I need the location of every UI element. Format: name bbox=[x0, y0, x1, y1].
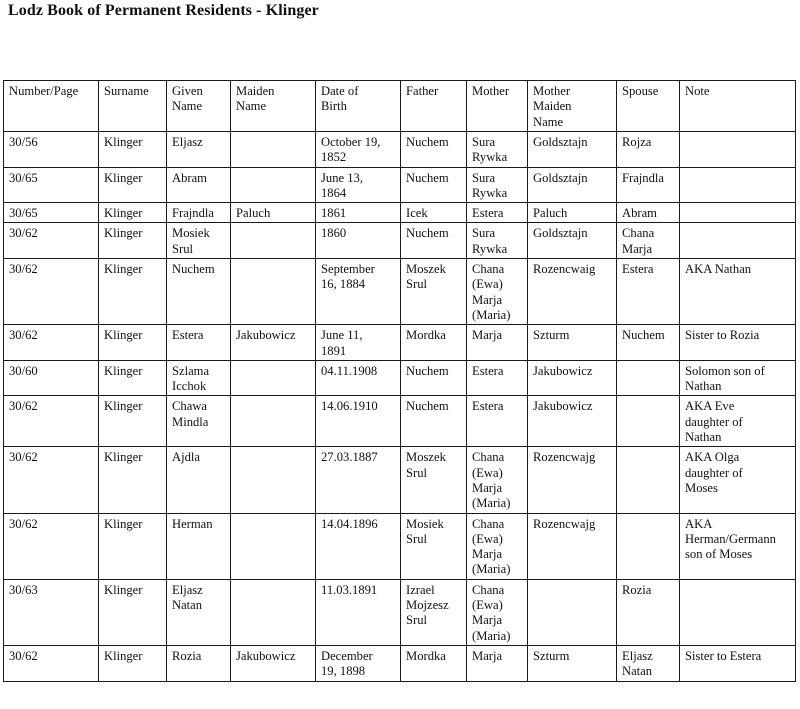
document-title: Lodz Book of Permanent Residents - Klinger bbox=[8, 2, 319, 19]
table-cell: Eljasz bbox=[167, 132, 231, 168]
header-row bbox=[4, 81, 796, 132]
table-cell: Rojza bbox=[617, 132, 680, 168]
table-row bbox=[4, 360, 796, 396]
table-cell: Chana (Ewa) Marja (Maria) bbox=[467, 447, 528, 513]
table-cell: October 19, 1852 bbox=[316, 132, 401, 168]
table-cell: Jakubowicz bbox=[528, 396, 617, 447]
table-cell: Estera bbox=[617, 259, 680, 325]
table-row bbox=[4, 223, 796, 259]
table-cell: Klinger bbox=[99, 513, 167, 579]
table-cell: Jakubowicz bbox=[231, 645, 316, 681]
table-row bbox=[4, 325, 796, 361]
table-cell: Goldsztajn bbox=[528, 132, 617, 168]
table-cell: 30/62 bbox=[4, 447, 99, 513]
table-cell: 30/62 bbox=[4, 513, 99, 579]
table-cell: Rozencwajg bbox=[528, 513, 617, 579]
table-cell: Chana (Ewa) Marja (Maria) bbox=[467, 259, 528, 325]
table-row bbox=[4, 167, 796, 203]
table-cell: Eljasz Natan bbox=[617, 645, 680, 681]
table-cell: Icek bbox=[401, 203, 467, 223]
table-row bbox=[4, 259, 796, 325]
table-cell: 30/62 bbox=[4, 396, 99, 447]
table-row bbox=[4, 645, 796, 681]
table-cell: 04.11.1908 bbox=[316, 360, 401, 396]
table-cell: Chana (Ewa) Marja (Maria) bbox=[467, 579, 528, 645]
table-cell: Szturm bbox=[528, 645, 617, 681]
table-cell bbox=[231, 447, 316, 513]
table-cell: Nuchem bbox=[401, 167, 467, 203]
table-cell bbox=[680, 579, 796, 645]
table-row bbox=[4, 203, 796, 223]
table-cell: Sister to Rozia bbox=[680, 325, 796, 361]
table-cell bbox=[231, 167, 316, 203]
table-cell: 30/56 bbox=[4, 132, 99, 168]
table-cell: 30/60 bbox=[4, 360, 99, 396]
table-cell: Moszek Srul bbox=[401, 259, 467, 325]
table-cell: Paluch bbox=[528, 203, 617, 223]
column-header: Father bbox=[401, 81, 467, 132]
column-header: Spouse bbox=[617, 81, 680, 132]
table-cell: Nuchem bbox=[401, 396, 467, 447]
table-cell: Goldsztajn bbox=[528, 223, 617, 259]
table-cell bbox=[617, 360, 680, 396]
table-cell: June 13, 1864 bbox=[316, 167, 401, 203]
table-cell: 30/65 bbox=[4, 203, 99, 223]
table-cell: Sura Rywka bbox=[467, 132, 528, 168]
column-header: Number/Page bbox=[4, 81, 99, 132]
table-cell bbox=[680, 223, 796, 259]
table-cell: Jakubowicz bbox=[528, 360, 617, 396]
table-cell: September 16, 1884 bbox=[316, 259, 401, 325]
column-header: Note bbox=[680, 81, 796, 132]
column-header: Maiden Name bbox=[231, 81, 316, 132]
residents-table bbox=[3, 80, 796, 682]
table-cell: Izrael Mojzesz Srul bbox=[401, 579, 467, 645]
table-cell: 30/65 bbox=[4, 167, 99, 203]
table-cell: 27.03.1887 bbox=[316, 447, 401, 513]
table-cell bbox=[231, 259, 316, 325]
table-cell: AKA Nathan bbox=[680, 259, 796, 325]
column-header: Mother bbox=[467, 81, 528, 132]
table-cell bbox=[617, 396, 680, 447]
table-cell: Klinger bbox=[99, 645, 167, 681]
table-cell: Sister to Estera bbox=[680, 645, 796, 681]
table-cell: Klinger bbox=[99, 167, 167, 203]
table-cell: 1861 bbox=[316, 203, 401, 223]
table-row bbox=[4, 579, 796, 645]
table-cell: Rozencwaig bbox=[528, 259, 617, 325]
table-cell: Klinger bbox=[99, 132, 167, 168]
table-cell: Mordka bbox=[401, 325, 467, 361]
table-cell: Estera bbox=[467, 396, 528, 447]
table-cell: Estera bbox=[467, 203, 528, 223]
table-cell: 1860 bbox=[316, 223, 401, 259]
table-cell: Abram bbox=[167, 167, 231, 203]
table-cell: Paluch bbox=[231, 203, 316, 223]
table-cell bbox=[231, 513, 316, 579]
column-header: Given Name bbox=[167, 81, 231, 132]
table-cell: Nuchem bbox=[401, 223, 467, 259]
table-cell bbox=[231, 579, 316, 645]
table-cell: Rozia bbox=[167, 645, 231, 681]
table-cell: 30/62 bbox=[4, 325, 99, 361]
table-row bbox=[4, 132, 796, 168]
table-cell bbox=[528, 579, 617, 645]
table-cell: Frajndla bbox=[167, 203, 231, 223]
table-cell: Rozia bbox=[617, 579, 680, 645]
table-cell: Szlama Icchok bbox=[167, 360, 231, 396]
column-header: Surname bbox=[99, 81, 167, 132]
table-cell: Klinger bbox=[99, 259, 167, 325]
table-cell: June 11, 1891 bbox=[316, 325, 401, 361]
table-cell: Nuchem bbox=[401, 132, 467, 168]
table-cell: Klinger bbox=[99, 325, 167, 361]
table-cell: December 19, 1898 bbox=[316, 645, 401, 681]
table-cell: Estera bbox=[167, 325, 231, 361]
table-cell: Estera bbox=[467, 360, 528, 396]
table-body bbox=[4, 132, 796, 682]
table-cell: Nuchem bbox=[401, 360, 467, 396]
table-cell: Moszek Srul bbox=[401, 447, 467, 513]
table-row bbox=[4, 447, 796, 513]
table-cell: Frajndla bbox=[617, 167, 680, 203]
table-cell: Szturm bbox=[528, 325, 617, 361]
table-cell: 14.04.1896 bbox=[316, 513, 401, 579]
table-cell: Eljasz Natan bbox=[167, 579, 231, 645]
table-cell: Klinger bbox=[99, 579, 167, 645]
table-cell: Jakubowicz bbox=[231, 325, 316, 361]
table-cell: AKA Herman/Germann son of Moses bbox=[680, 513, 796, 579]
table-row bbox=[4, 396, 796, 447]
table-cell: AKA Eve daughter of Nathan bbox=[680, 396, 796, 447]
column-header: Date of Birth bbox=[316, 81, 401, 132]
table-cell: Klinger bbox=[99, 203, 167, 223]
table-cell: Mosiek Srul bbox=[401, 513, 467, 579]
table-cell: Nuchem bbox=[167, 259, 231, 325]
table-cell: Nuchem bbox=[617, 325, 680, 361]
table-cell: Mosiek Srul bbox=[167, 223, 231, 259]
table-cell bbox=[231, 132, 316, 168]
table-cell: 30/62 bbox=[4, 259, 99, 325]
table-cell: 30/62 bbox=[4, 645, 99, 681]
table-cell: Marja bbox=[467, 325, 528, 361]
table-cell bbox=[231, 360, 316, 396]
table-cell: Chana Marja bbox=[617, 223, 680, 259]
table-cell: 30/63 bbox=[4, 579, 99, 645]
table-cell bbox=[680, 167, 796, 203]
table-cell: Klinger bbox=[99, 396, 167, 447]
table-cell bbox=[231, 396, 316, 447]
table-cell bbox=[680, 132, 796, 168]
table-cell bbox=[617, 447, 680, 513]
table-cell bbox=[617, 513, 680, 579]
table-cell: Sura Rywka bbox=[467, 167, 528, 203]
table-cell: Mordka bbox=[401, 645, 467, 681]
table-cell: Marja bbox=[467, 645, 528, 681]
table-cell: 11.03.1891 bbox=[316, 579, 401, 645]
table-cell bbox=[680, 203, 796, 223]
table-cell: Abram bbox=[617, 203, 680, 223]
table-cell: Klinger bbox=[99, 360, 167, 396]
table-cell: Solomon son of Nathan bbox=[680, 360, 796, 396]
table-row bbox=[4, 513, 796, 579]
table-cell: Rozencwajg bbox=[528, 447, 617, 513]
table-cell: Herman bbox=[167, 513, 231, 579]
table-cell: Ajdla bbox=[167, 447, 231, 513]
table-cell: Klinger bbox=[99, 447, 167, 513]
table-cell bbox=[231, 223, 316, 259]
table-cell: Chana (Ewa) Marja (Maria) bbox=[467, 513, 528, 579]
table-cell: Klinger bbox=[99, 223, 167, 259]
table-cell: Goldsztajn bbox=[528, 167, 617, 203]
table-cell: Sura Rywka bbox=[467, 223, 528, 259]
table-cell: AKA Olga daughter of Moses bbox=[680, 447, 796, 513]
table-cell: 30/62 bbox=[4, 223, 99, 259]
column-header: Mother Maiden Name bbox=[528, 81, 617, 132]
table-cell: Chawa Mindla bbox=[167, 396, 231, 447]
table-cell: 14.06.1910 bbox=[316, 396, 401, 447]
